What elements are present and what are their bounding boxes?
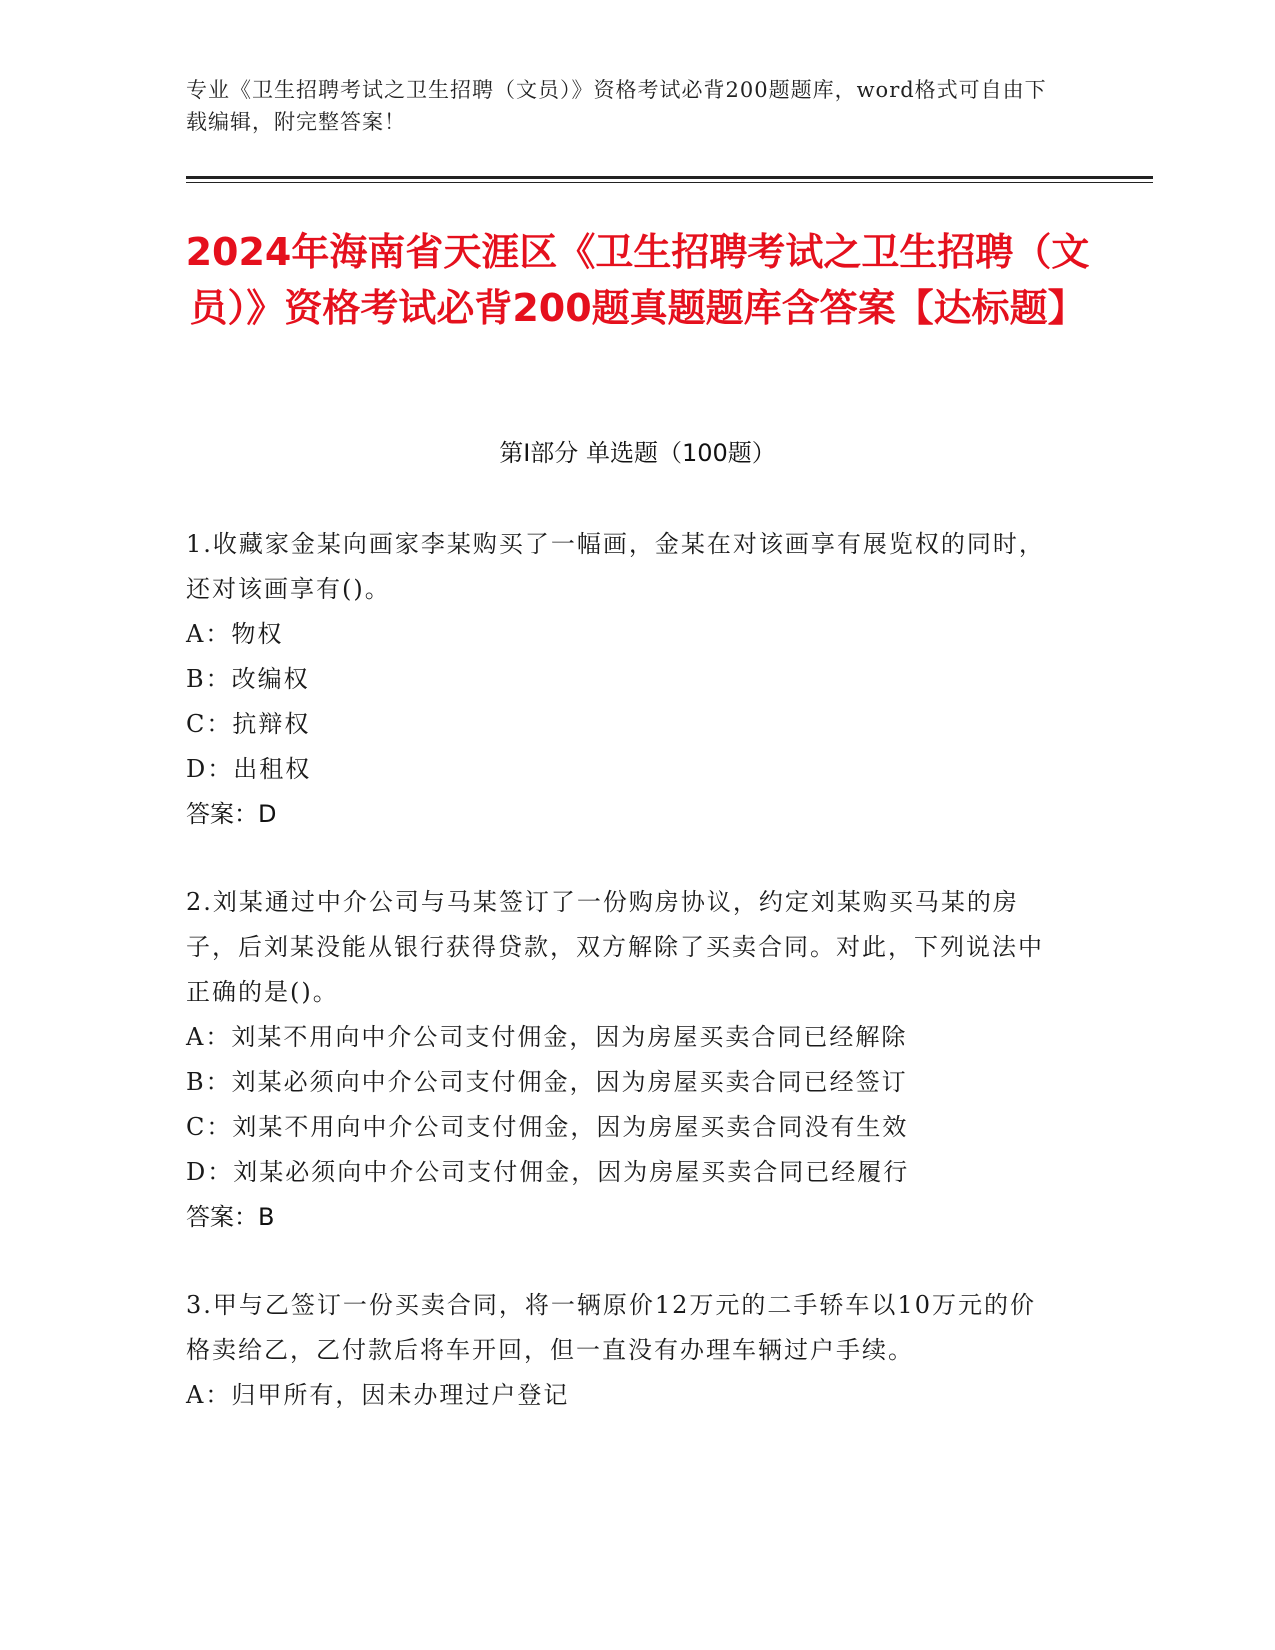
option-b: B：刘某必须向中介公司支付佣金，因为房屋买卖合同已经签订 [186, 1068, 908, 1096]
header-note: 专业《卫生招聘考试之卫生招聘（文员）》资格考试必背200题题库，word格式可自由下载编辑，附完整答案！ [186, 78, 1047, 134]
header-divider-thin [186, 182, 1153, 183]
section-heading: 第I部分 单选题（100题） [499, 439, 776, 467]
option-a: A：归甲所有，因未办理过户登记 [186, 1381, 570, 1409]
option-d: D：刘某必须向中介公司支付佣金，因为房屋买卖合同已经履行 [186, 1158, 910, 1186]
question-stem: 3.甲与乙签订一份买卖合同，将一辆原价12万元的二手轿车以10万元的价格卖给乙，乙付款后将车开回，但一直没有办理车辆过户手续。 [186, 1291, 1036, 1364]
option-a: A：物权 [186, 620, 284, 648]
answer: 答案：B [186, 1203, 275, 1231]
option-c: C：抗辩权 [186, 710, 311, 738]
option-b: B：改编权 [186, 665, 310, 693]
option-a: A：刘某不用向中介公司支付佣金，因为房屋买卖合同已经解除 [186, 1023, 908, 1051]
document-title: 2024年海南省天涯区《卫生招聘考试之卫生招聘（文员）》资格考试必背200题真题题库含答案【达标题】 [185, 230, 1090, 330]
question-stem: 2.刘某通过中介公司与马某签订了一份购房协议，约定刘某购买马某的房子，后刘某没能从银行获得贷款，双方解除了买卖合同。对此，下列说法中正确的是()。 [186, 888, 1044, 1006]
option-d: D：出租权 [186, 755, 312, 783]
question-3 [186, 1283, 1056, 1418]
question-stem: 1.收藏家金某向画家李某购买了一幅画，金某在对该画享有展览权的同时，还对该画享有()。 [186, 530, 1045, 603]
header-divider-thick [186, 176, 1153, 179]
answer: 答案：D [186, 800, 277, 828]
question-1 [186, 522, 1056, 837]
option-c: C：刘某不用向中介公司支付佣金，因为房屋买卖合同没有生效 [186, 1113, 909, 1141]
question-2 [186, 880, 1056, 1240]
